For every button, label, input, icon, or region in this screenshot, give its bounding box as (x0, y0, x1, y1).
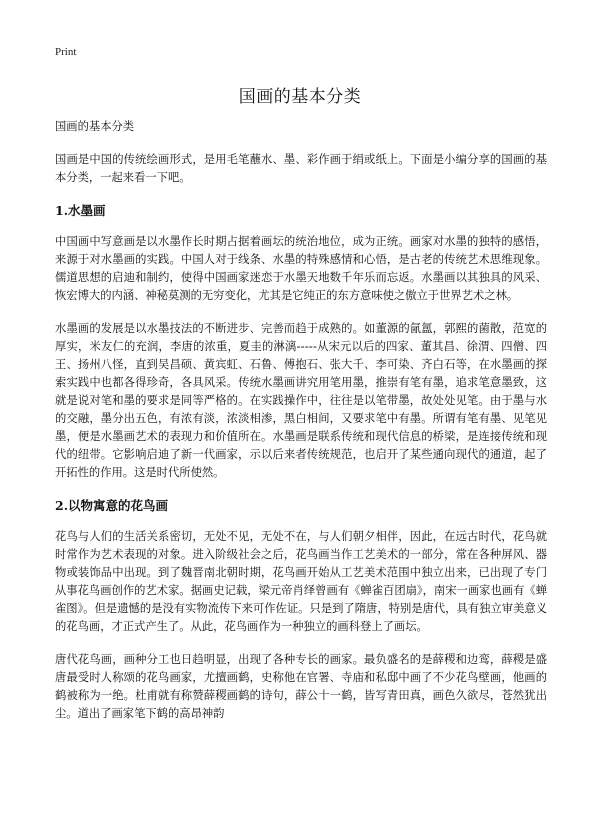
article-body (55, 118, 547, 738)
ink-painting-paragraph-1: 中国画中写意画是以水墨作长时期占据着画坛的统治地位，成为正统。画家对水墨的独特的感悟，来源于对水墨画的实践。中国人对于线条、水墨的特殊感情和心悟，是古老的传统艺术思维现象。儒道思想的启迪和制约，使得中国画家迷恋于水墨天地数千年乐而忘返。水墨画以其独具的风采、恢宏博大的内涵、神秘莫测的无穷变化，尤其是它纯正的东方意味使之傲立于世界艺术之林。 (55, 235, 547, 302)
flower-bird-paragraph-2: 唐代花鸟画，画种分工也日趋明显，出现了各种专长的画家。最负盛名的是薛稷和边鸾，薛稷是盛唐最受时人称颂的花鸟画家，尤擅画鹤，史称他在官署、寺庙和私邸中画了不少花鸟壁画，他画的鹤被称为一绝。杜甫就有称赞薛稷画鹤的诗句，薛公十一鹤，皆写青田真，画色久欲尽，苍然犹出尘。道出了画家笔下鹤的高昂神韵 (55, 653, 547, 720)
print-link[interactable]: Print (55, 46, 77, 58)
flower-bird-paragraph-1: 花鸟与人们的生活关系密切，无处不见，无处不在，与人们朝夕相伴，因此，在远古时代，花鸟就时常作为艺术表现的对象。进入阶级社会之后，花鸟画当作工艺美术的一部分，常在各种屏风、器物或装饰品中出现。到了魏晋南北朝时期，花鸟画开始从工艺美术范围中独立出来，已出现了专门从事花鸟画创作的艺术家。据画史记载，梁元帝肖绎曾画有《蝉雀百团扇》，南宋一画家也画有《蝉雀图》。但是遗憾的是没有实物流传下来可作佐证。只是到了隋唐，特别是唐代，具有独立审美意义的花鸟画，才正式产生了。从此，花鸟画作为一种独立的画科登上了画坛。 (55, 530, 547, 633)
section-heading-flower-bird: 2.以物寓意的花鸟画 (55, 498, 169, 513)
ink-painting-paragraph-2: 水墨画的发展是以水墨技法的不断进步、完善而趋于成熟的。如董源的氤氲，郭熙的菌散，范宽的厚实，米友仁的充润，李唐的浓重，夏圭的淋漓-----从宋元以后的四家、董其昌、徐渭、四僧、四王、扬州八怪，直到吴昌硕、黄宾虹、石鲁、傅抱石、张大千、李可染、齐白石等，在水墨画的探索实践中也都各得珍奇，各具风采。传统水墨画讲究用笔用墨，推崇有笔有墨，追求笔意墨致，这就是说对笔和墨的要求是同等严格的。在实践操作中，往往是以笔带墨，故处处见笔。由于墨与水的交融，墨分出五色，有浓有淡，浓淡相渗，黑白相间，又要求笔中有墨。所谓有笔有墨、见笔见墨，便是水墨画艺术的表现力和价值所在。水墨画是联系传统和现代信息的桥梁，是连接传统和现代的纽带。它影响启迪了新一代画家，示以后来者传统规范，也启开了某些通向现代的通道，起了开拓性的作用。这是时代所使然。 (55, 322, 547, 479)
intro-paragraph: 国画是中国的传统绘画形式，是用毛笔蘸水、墨、彩作画于绢或纸上。下面是小编分享的国画的基本分类，一起来看一下吧。 (55, 153, 547, 184)
article-subtitle: 国画的基本分类 (55, 120, 135, 133)
section-heading-ink-painting: 1.水墨画 (55, 203, 106, 218)
page-title: 国画的基本分类 (238, 87, 362, 107)
